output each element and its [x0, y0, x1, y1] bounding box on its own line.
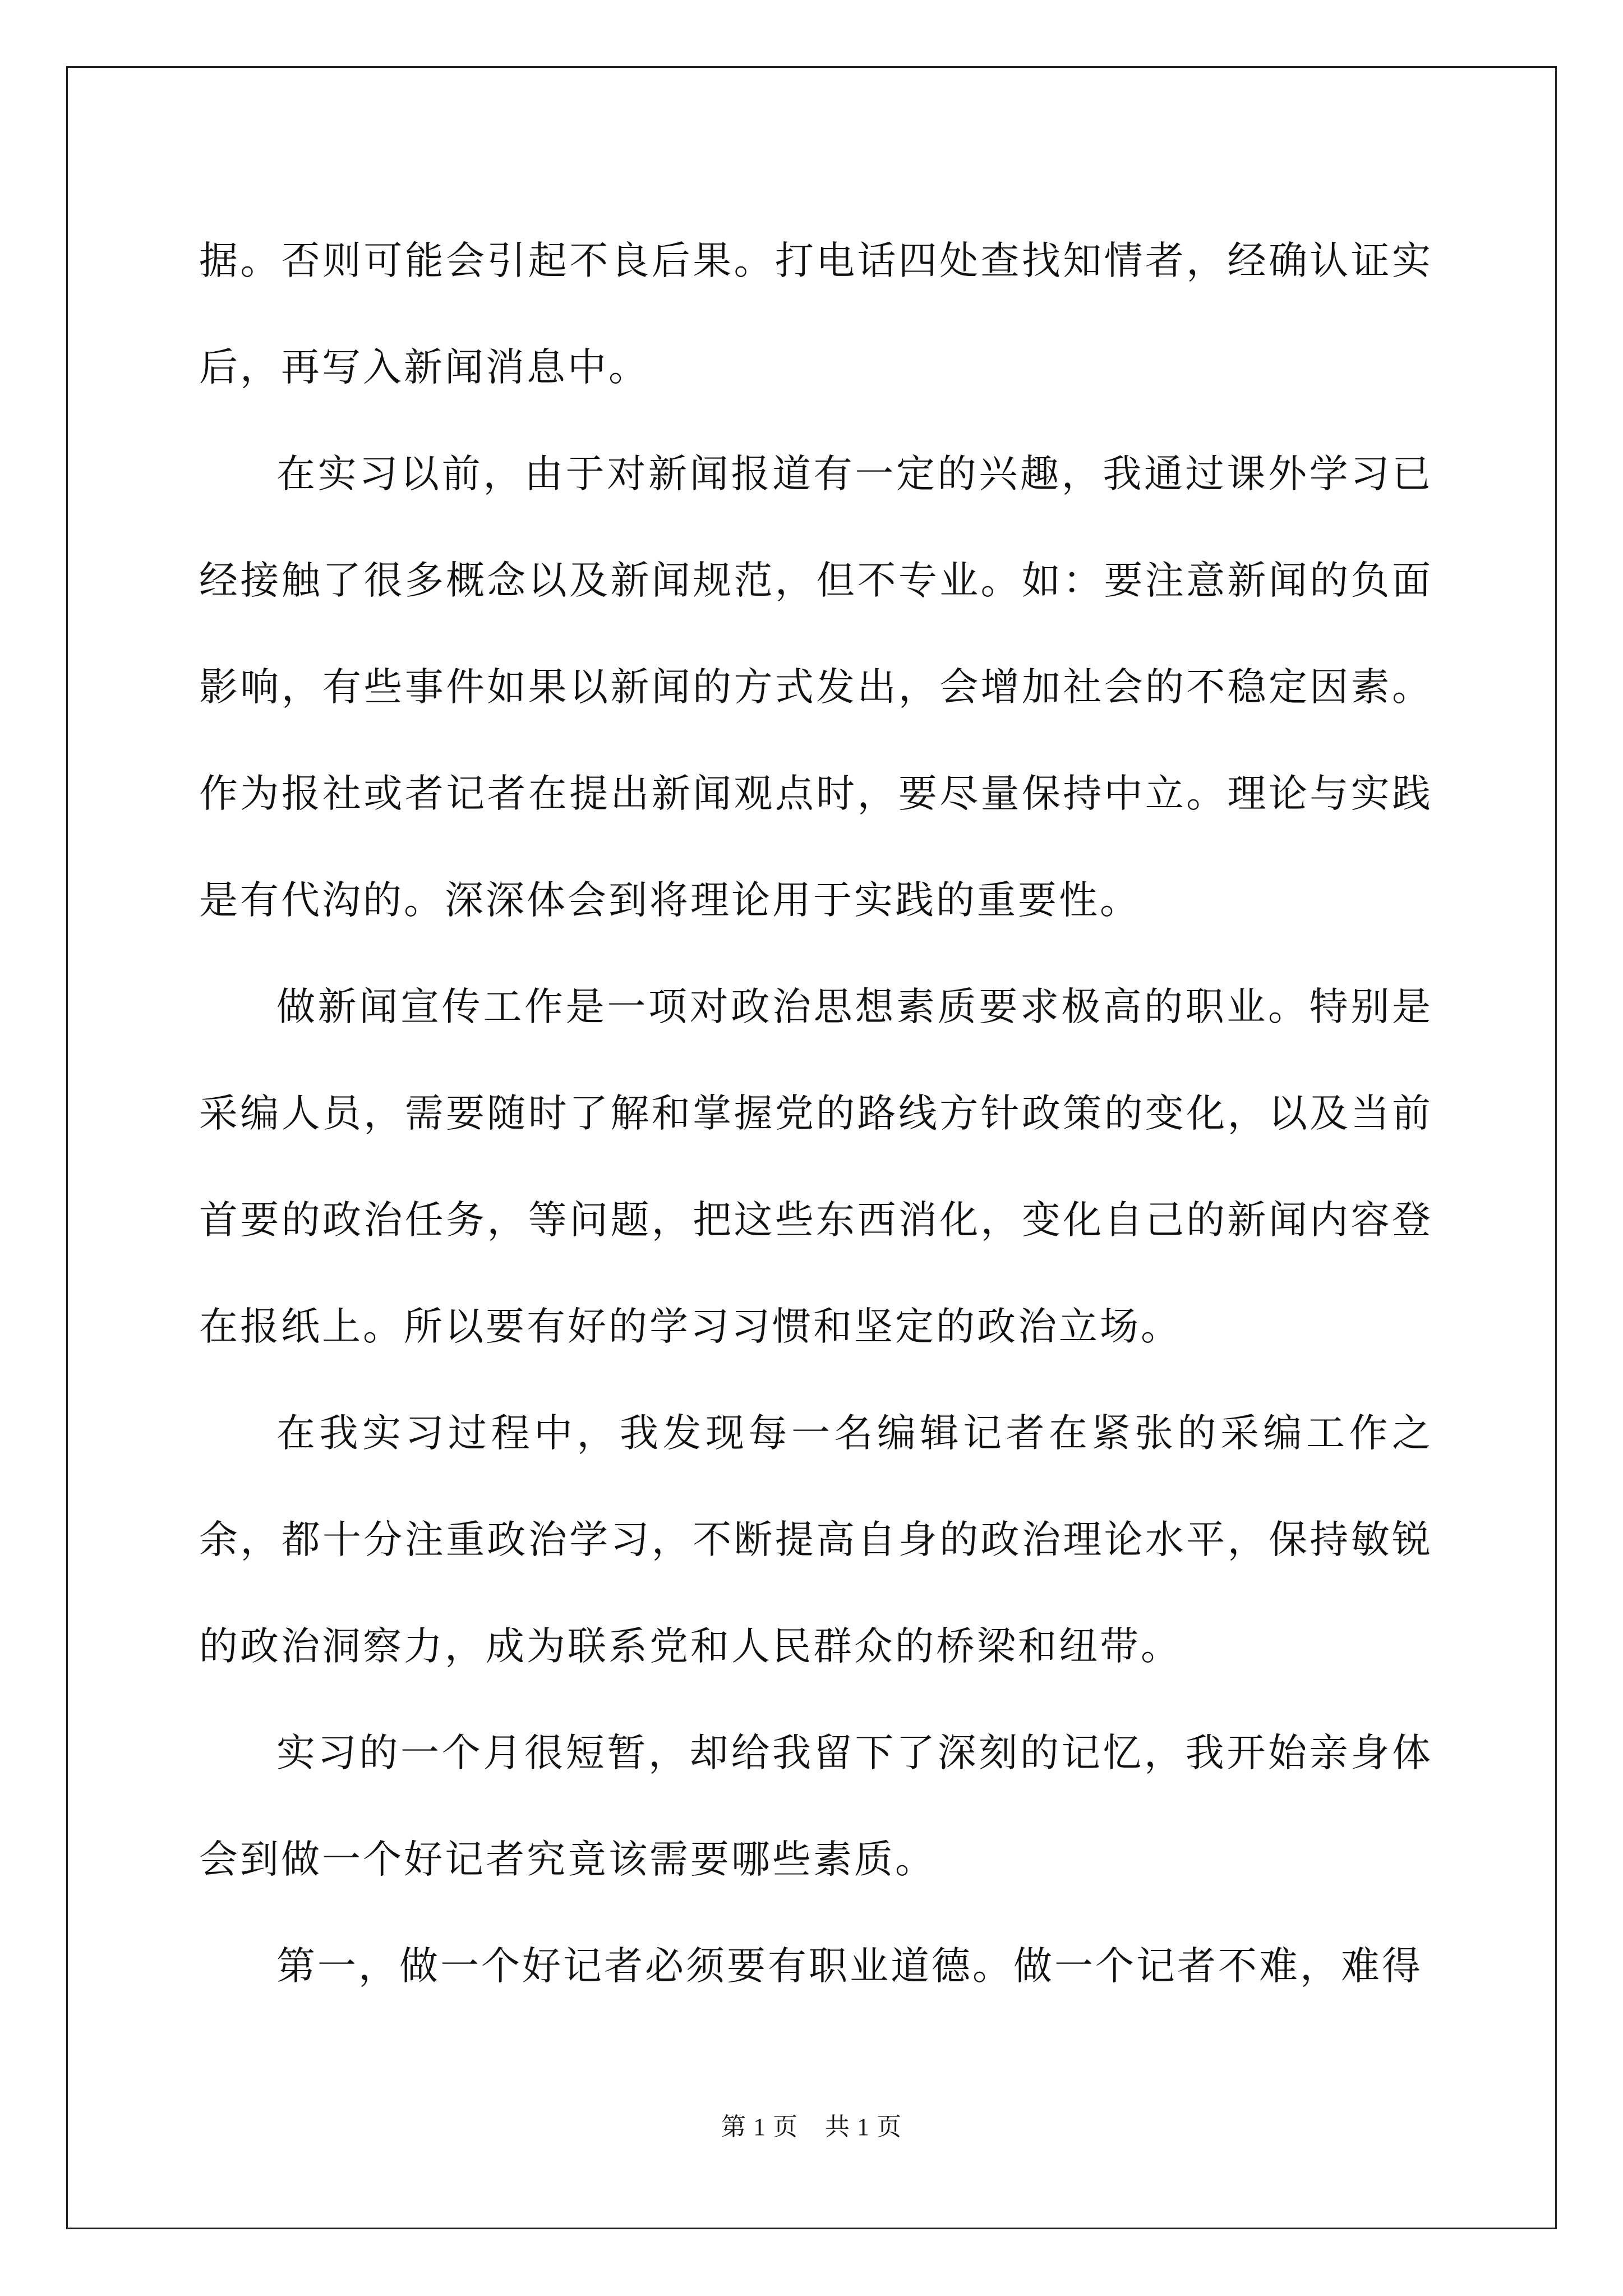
page-number-current: 第 1 页 [721, 2113, 798, 2141]
paragraph: 第一，做一个好记者必须要有职业道德。做一个记者不难，难得 [276, 1944, 1423, 1989]
paragraph: 在实习以前，由于对新闻报道有一定的兴趣，我通过课外学习已经接触了很多概念以及新闻规范，但不专业。如：要注意新闻的负面影响，有些事件如果以新闻的方式发出，会增加社会的不稳定因素。作为报社或者记者在提出新闻观点时，要尽量保持中立。理论与实践是有代沟的。深深体会到将理论用于实践的重要性。 [199, 452, 1433, 923]
page-footer [0, 2106, 1623, 2142]
page-number-total: 共 1 页 [825, 2113, 902, 2141]
paragraph: 做新闻宣传工作是一项对政治思想素质要求极高的职业。特别是采编人员，需要随时了解和掌握党的路线方针政策的变化，以及当前首要的政治任务，等问题，把这些东西消化，变化自己的新闻内容登在报纸上。所以要有好的学习习惯和坚定的政治立场。 [199, 984, 1433, 1349]
document-body [199, 208, 1433, 2019]
paragraph: 在我实习过程中，我发现每一名编辑记者在紧张的采编工作之余，都十分注重政治学习，不断提高自身的政治理论水平，保持敏锐的政治洞察力，成为联系党和人民群众的桥梁和纽带。 [199, 1411, 1433, 1669]
paragraph: 实习的一个月很短暂，却给我留下了深刻的记忆，我开始亲身体会到做一个好记者究竟该需要哪些素质。 [199, 1731, 1433, 1882]
paragraph: 据。否则可能会引起不良后果。打电话四处查找知情者，经确认证实后，再写入新闻消息中。 [199, 238, 1433, 390]
